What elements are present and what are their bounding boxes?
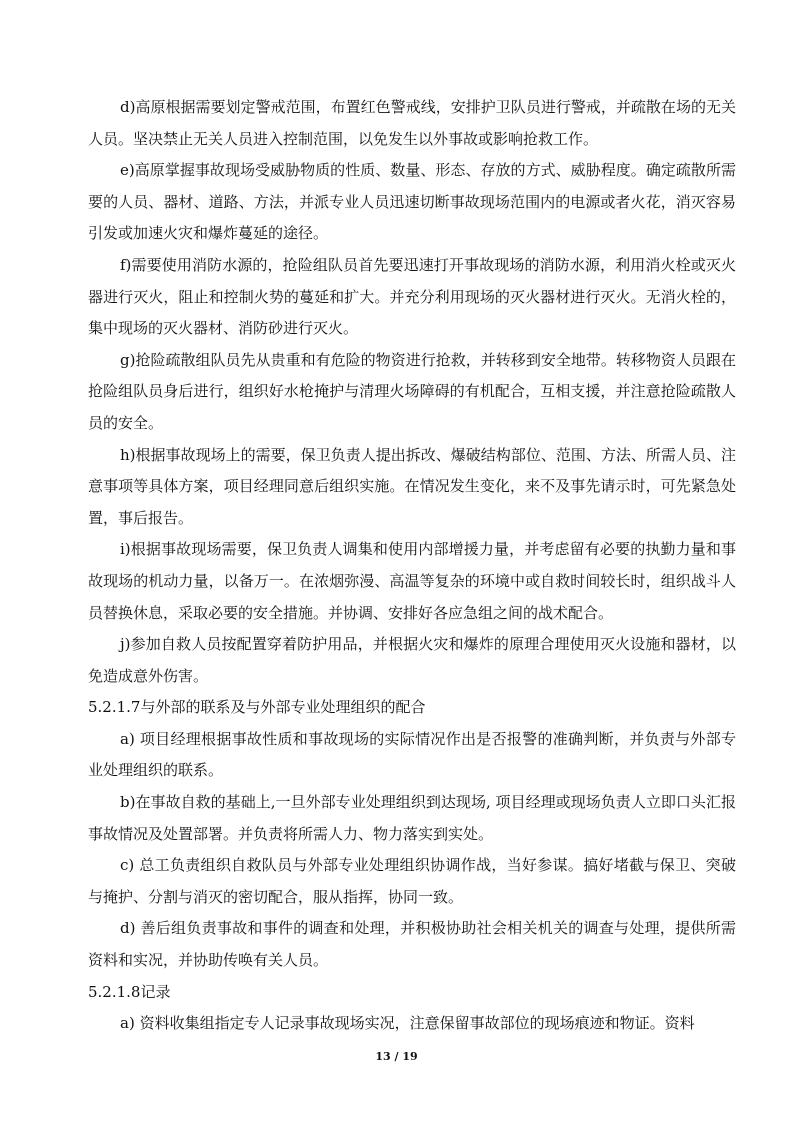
- paragraph-a-record-keeping: a) 资料收集组指定专人记录事故现场实况，注意保留事故部位的现场痕迹和物证。资料: [120, 1014, 695, 1033]
- section-heading-5217: 5.2.1.7与外部的联系及与外部专业处理组织的配合: [88, 698, 426, 717]
- paragraph-d-aftermath: d) 善后组负责事故和事件的调查和处理，并积极协助社会相关机关的调查与处理，提供所需资料和实况，并协助传唤有关人员。: [88, 919, 736, 970]
- page-number: 13 / 19: [375, 1050, 418, 1063]
- section-heading-5218: 5.2.1.8记录: [88, 982, 171, 1001]
- paragraph-h-demolition-plan: h)根据事故现场上的需要，保卫负责人提出拆改、爆破结构部位、范围、方法、所需人员、注意事项等具体方案，项目经理同意后组织实施。在情况发生变化，来不及事先请示时，可先紧急处置，事后报告。: [88, 445, 736, 527]
- paragraph-d-warning-zone: d)高原根据需要划定警戒范围，布置红色警戒线，安排护卫队员进行警戒，并疏散在场的无关人员。坚决禁止无关人员进入控制范围，以免发生以外事故或影响抢救工作。: [88, 98, 736, 148]
- paragraph-e-threat-assessment: e)高原掌握事故现场受威胁物质的性质、数量、形态、存放的方式、威胁程度。确定疏散所需要的人员、器材、道路、方法，并派专业人员迅速切断事故现场范围内的电源或者火花，消灭容易引发或加速火灾和爆炸蔓延的途径。: [88, 161, 736, 243]
- paragraph-a-external-contact: a) 项目经理根据事故性质和事故现场的实际情况作出是否报警的准确判断，并负责与外部专业处理组织的联系。: [88, 729, 736, 780]
- paragraph-i-reinforcement: i)根据事故现场需要，保卫负责人调集和使用内部增援力量，并考虑留有必要的执勤力量和事故现场的机动力量，以备万一。在浓烟弥漫、高温等复杂的环境中或自救时间较长时，组织战斗人员替换休息，采取必要的安全措施。并协调、安排好各应急组之间的战术配合。: [88, 540, 736, 622]
- paragraph-f-fire-hydrant: f)需要使用消防水源的，抢险组队员首先要迅速打开事故现场的消防水源，利用消火栓或灭火器进行灭火，阻止和控制火势的蔓延和扩大。并充分利用现场的灭火器材进行灭火。无消火栓的，集中现场的灭火器材、消防砂进行灭火。: [88, 255, 736, 338]
- paragraph-c-coordination: c) 总工负责组织自救队员与外部专业处理组织协调作战，当好参谋。搞好堵截与保卫、突破与掩护、分割与消灭的密切配合，服从指挥，协同一致。: [88, 856, 736, 906]
- paragraph-b-oral-report: b)在事故自救的基础上,一旦外部专业处理组织到达现场, 项目经理或现场负责人立即口头汇报事故情况及处置部署。并负责将所需人力、物力落实到实处。: [88, 793, 736, 843]
- paragraph-j-protective-gear: j)参加自救人员按配置穿着防护用品，并根据火灾和爆炸的原理合理使用灭火设施和器材，以免造成意外伤害。: [88, 635, 736, 685]
- paragraph-g-rescue-evacuation: g)抢险疏散组队员先从贵重和有危险的物资进行抢救，并转移到安全地带。转移物资人员跟在抢险组队员身后进行，组织好水枪掩护与清理火场障碍的有机配合，互相支援，并注意抢险疏散人员的安全。: [88, 350, 736, 432]
- document-body: [88, 92, 736, 1040]
